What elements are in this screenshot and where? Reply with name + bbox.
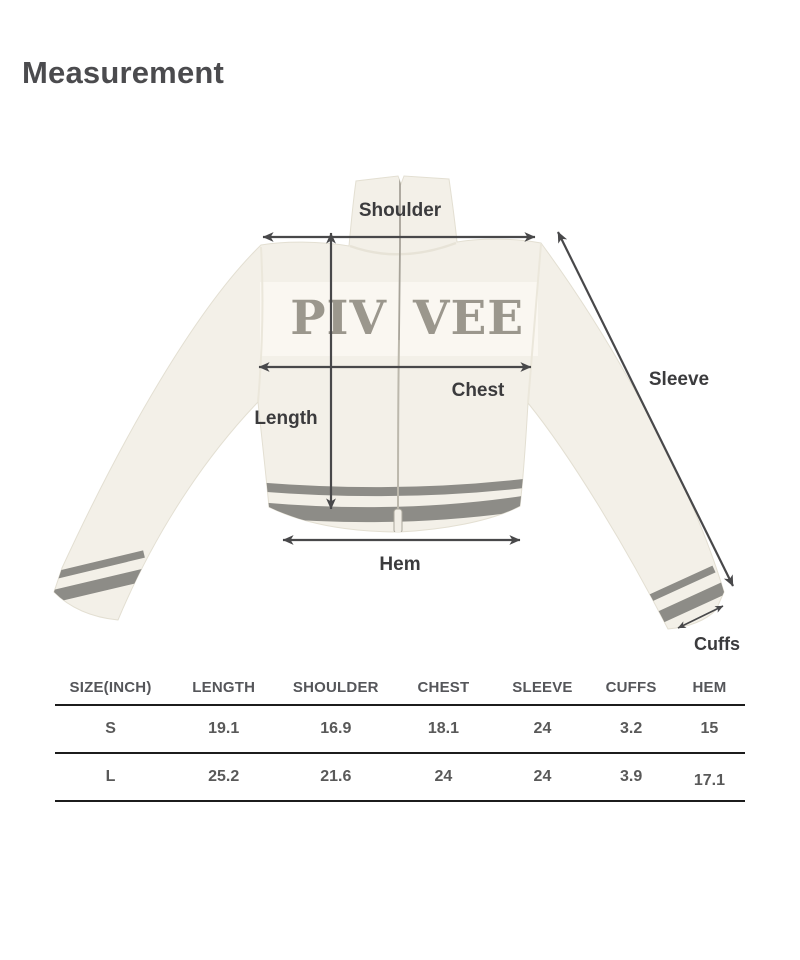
col-header-sleeve: SLEEVE (497, 670, 589, 705)
col-header-size: SIZE(INCH) (55, 670, 166, 705)
cell-size: S (55, 705, 166, 753)
zipper-pull (394, 509, 402, 533)
col-header-chest: CHEST (390, 670, 496, 705)
cell-size: L (55, 753, 166, 801)
cell-cuffs: 3.2 (588, 705, 674, 753)
cell-length: 25.2 (166, 753, 281, 801)
page-title: Measurement (22, 55, 225, 90)
zipper-line-lower (398, 340, 399, 512)
cuffs-label: Cuffs (694, 634, 740, 654)
cell-sleeve: 24 (497, 753, 589, 801)
cell-chest: 24 (390, 753, 496, 801)
cell-hem: 15 (674, 705, 745, 753)
cell-chest: 18.1 (390, 705, 496, 753)
brand-text-left: PIV (290, 291, 387, 346)
cell-length: 19.1 (166, 705, 281, 753)
brand-text-right: VEE (413, 291, 525, 346)
cell-sleeve: 24 (497, 705, 589, 753)
cell-shoulder: 16.9 (281, 705, 390, 753)
cell-hem-value: 17.1 (693, 772, 725, 789)
cell-hem (674, 753, 745, 801)
chest-label: Chest (451, 380, 505, 401)
col-header-shoulder: SHOULDER (281, 670, 390, 705)
table-row-size-s (55, 705, 745, 753)
col-header-hem: HEM (674, 670, 745, 705)
col-header-cuffs: CUFFS (588, 670, 674, 705)
size-chart-header-row (55, 670, 745, 705)
table-row-size-l (55, 753, 745, 801)
length-label: Length (254, 408, 318, 429)
size-chart (55, 670, 745, 802)
hem-label: Hem (379, 554, 421, 575)
cell-shoulder: 21.6 (281, 753, 390, 801)
shoulder-label: Shoulder (358, 200, 442, 221)
cell-cuffs: 3.9 (588, 753, 674, 801)
sleeve-label: Sleeve (648, 369, 710, 390)
col-header-length: LENGTH (166, 670, 281, 705)
